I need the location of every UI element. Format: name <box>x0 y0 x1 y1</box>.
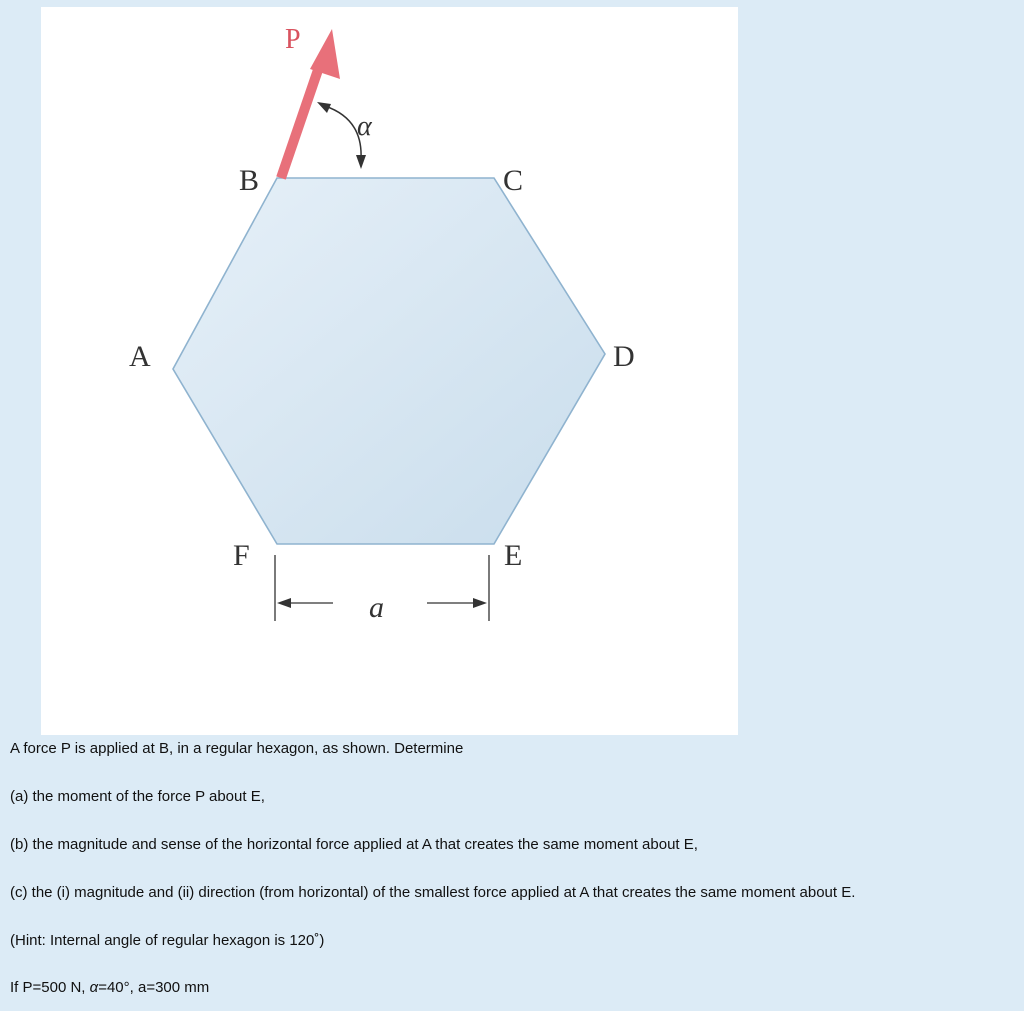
given-alpha-symbol: α <box>89 979 99 996</box>
hexagon-shape <box>173 178 605 544</box>
given-prefix: If P=500 N, <box>10 979 90 996</box>
vertex-label-c: C <box>503 164 524 197</box>
hexagon-figure <box>41 7 738 735</box>
vertex-label-f: F <box>233 539 250 572</box>
problem-part-c: (c) the (i) magnitude and (ii) direction (from horizontal) of the smallest force applied at A that creates the same moment about E. <box>10 884 856 901</box>
vertex-label-d: D <box>613 340 635 373</box>
angle-label-alpha: α <box>357 111 372 142</box>
problem-hint: (Hint: Internal angle of regular hexagon is 120˚) <box>10 932 325 949</box>
problem-part-a: (a) the moment of the force P about E, <box>10 788 265 805</box>
problem-given-values <box>10 979 209 996</box>
vertex-label-b: B <box>239 164 260 197</box>
side-length-label: a <box>369 591 384 624</box>
vertex-label-a: A <box>129 340 151 373</box>
problem-part-b: (b) the magnitude and sense of the horizontal force applied at A that creates the same moment about E, <box>10 836 698 853</box>
hexagon-diagram-svg <box>41 7 738 735</box>
problem-intro: A force P is applied at B, in a regular hexagon, as shown. Determine <box>10 740 464 757</box>
force-label-p: P <box>285 24 301 55</box>
given-suffix: =40°, a=300 mm <box>98 979 210 996</box>
vertex-label-e: E <box>504 539 523 572</box>
